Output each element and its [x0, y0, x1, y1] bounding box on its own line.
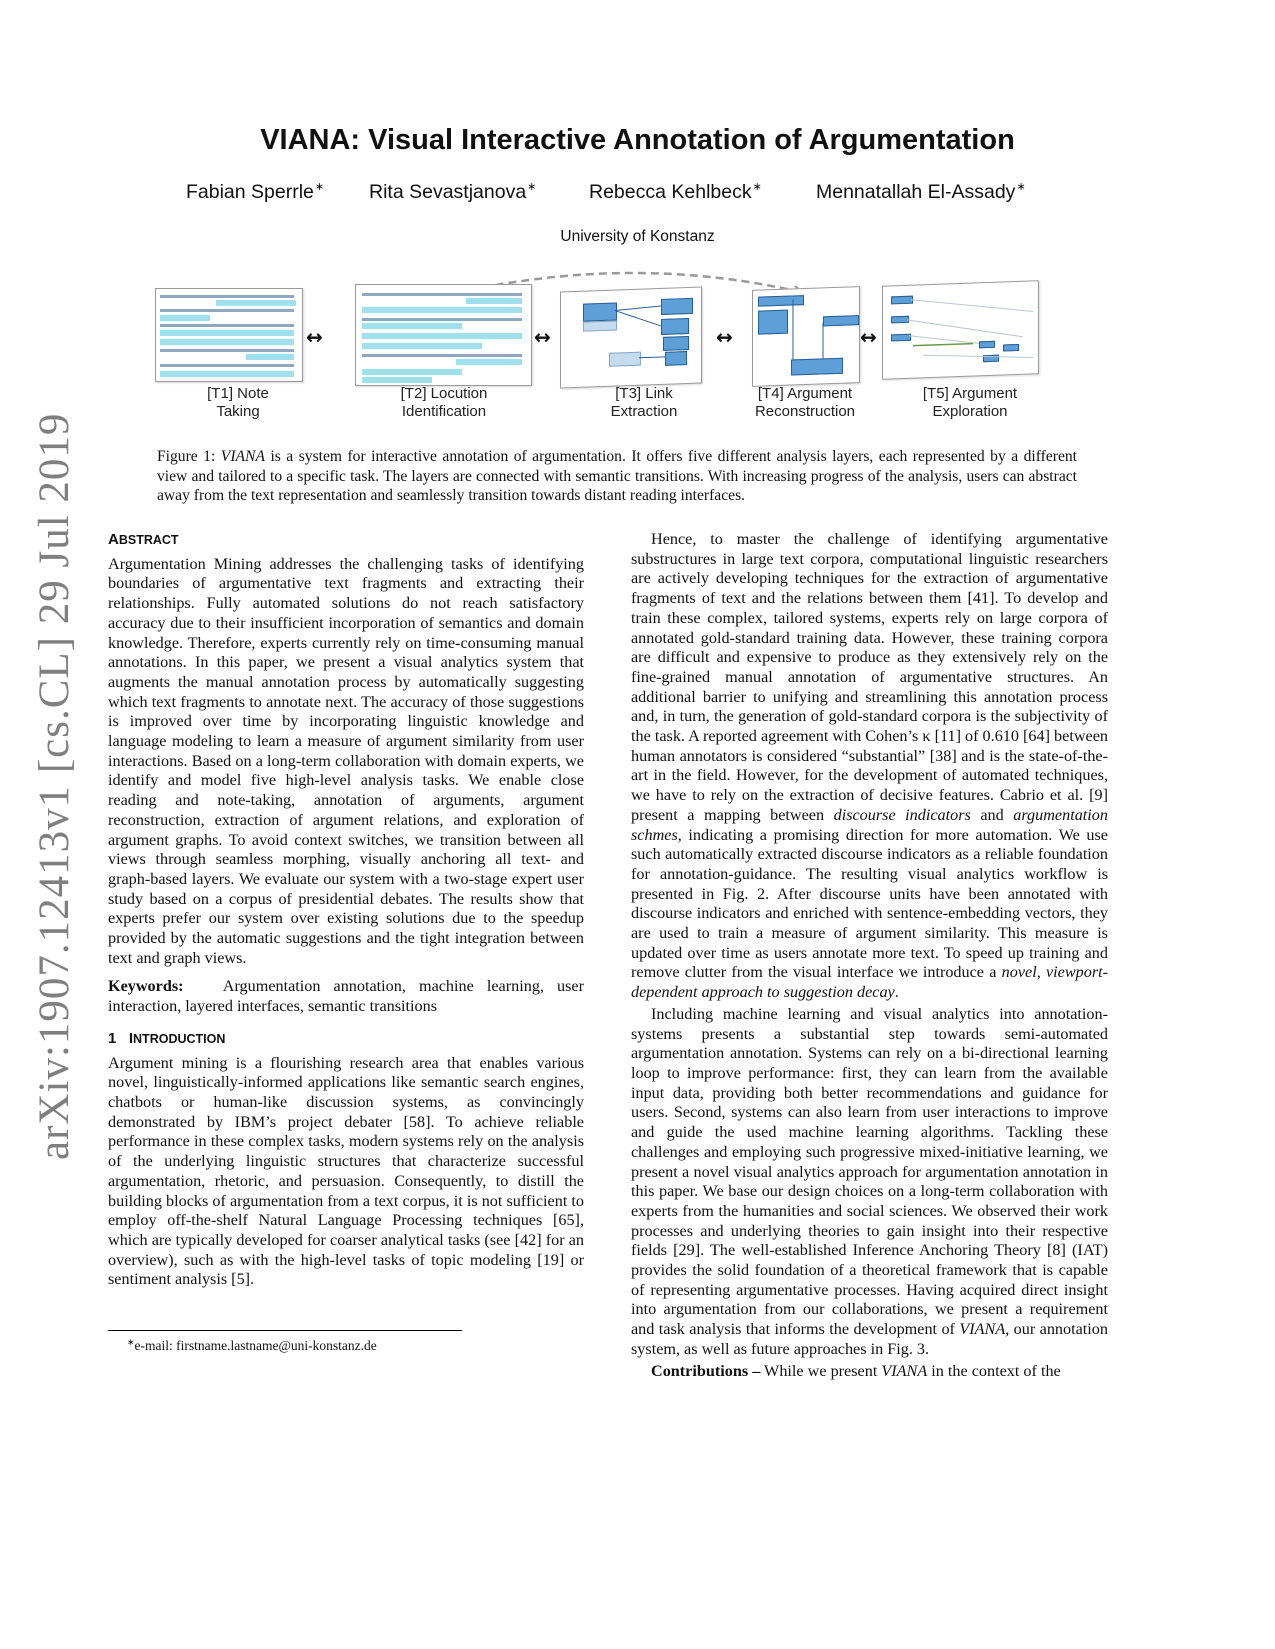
body-paragraph: Hence, to master the challenge of identifying argumentative substructures in large text corpora, computational linguistic researchers are actively developing techniques for the extraction of argumentative fragments of text and the relations between them [41]. To develop and train these complex, tailored systems, experts rely on large corpora of annotated gold-standard training data. However, these training corpora are difficult and expensive to produce as they extensively rely on the fine-grained manual annotation of argumentative structures. An additional barrier to unifying and streamlining this annotation process and, in turn, the generation of gold-standard corpora is the subjectivity of the task. A reported agreement with Cohen’s κ [11] of 0.610 [64] between human annotators is considered “substantial” [38] and is the state-of-the-art in the field. However, for the development of automated techniques, we have to rely on the extraction of decisive features. Cabrio et al. [9] present a mapping between discourse indicators and argumentation schmes, indicating a promising direction for more automation. We use such automatically extracted discourse indicators as a reliable foundation for annotation-guidance. The resulting visual analytics workflow is presented in Fig. 2. After discourse units have been annotated with discourse indicators and enriched with sentence-embedding vectors, they are used to train a measure of argument similarity. This measure is updated over time as users annotate more text. To speed up training and remove clutter from the visual interface we introduce a novel, viewport-dependent approach to suggestion decay.: [631, 530, 1109, 1002]
panel-label: [T2] Locution Identification: [400, 385, 488, 420]
abstract-body: Argumentation Mining addresses the challenging tasks of identifying boundaries of argumentative text fragments and extracting their relationships. Fully automated solutions do not reach satisfactory accuracy due to their insufficient incorporation of semantics and domain knowledge. Therefore, experts currently rely on time-consuming manual annotations. In this paper, we present a visual analytics system that augments the manual annotation process by automatically suggesting which text fragments to annotate next. The accuracy of those suggestions is improved over time by incorporating linguistic knowledge and language modeling to learn a measure of argument similarity from user interactions. Based on a long-term collaboration with domain experts, we identify and model five high-level analysis tasks. We enable close reading and note-taking, annotation of arguments, argument reconstruction, extraction of argument relations, and exploration of argument graphs. To avoid context switches, we transition between all views through seamless morphing, visually anchoring all text- and graph-based layers. We evaluate our system with a two-stage expert user study based on a corpus of presidential debates. The results show that experts prefer our system over existing solutions due to the speedup provided by the automatic suggestions and the tight integration between text and graph views.: [108, 554, 584, 967]
body-paragraph: Including machine learning and visual analytics into annotation-systems presents a substantial step towards semi-automated argumentation annotation. Systems can rely on a bi-directional learning loop to improve performance: first, they can learn from the available input data, providing both better recommendations and guidance for users. Second, systems can also learn from user interactions to improve and guide the used machine learning algorithms. Tackling these challenges and employing such progressive mixed-initiative learning, we present a novel visual analytics approach for argumentation annotation in this paper. We base our design choices on a long-term collaboration with experts from the humanities and social sciences. We observed their work processes and underlying theories to gain insight into their respective fields [29]. The well-established Inference Anchoring Theory [8] (IAT) provides the solid foundation of a theoretical framework that is capable of representing argumentative processes. Having acquired direct insight into argumentation from our collaborations, we present a requirement and task analysis that informs the development of VIANA, our annotation system, as well as future approaches in Fig. 3.: [631, 1004, 1108, 1358]
author-name: Rebecca Kehlbeck∗: [589, 181, 762, 203]
panel-note-taking: [155, 288, 303, 382]
transition-arrow-icon: ↔: [306, 325, 323, 349]
transition-arrow-icon: ↔: [860, 325, 877, 349]
author-name: Rita Sevastjanova∗: [369, 181, 537, 203]
panel-label: [T5] Argument Exploration: [922, 385, 1018, 420]
footnote-rule: [108, 1330, 462, 1331]
keywords: Keywords: Argumentation annotation, machine learning, user interaction, layered interfaces, semantic transitions: [108, 977, 584, 1016]
abstract-heading: ABSTRACT: [108, 531, 179, 548]
panel-locution-identification: [355, 284, 532, 386]
arxiv-side-stamp: arXiv:1907.12413v1 [cs.CL] 29 Jul 2019: [31, 412, 78, 1160]
author-name: Fabian Sperrle∗: [186, 181, 325, 203]
panel-argument-reconstruction: [752, 286, 860, 387]
panel-argument-exploration: [882, 280, 1039, 379]
panel-label: [T3] Link Extraction: [610, 385, 678, 420]
affiliation: University of Konstanz: [560, 228, 715, 245]
introduction-paragraph: Argument mining is a flourishing research area that enables various novel, linguistically-informed applications like semantic search engines, chatbots or human-like discussion systems, as convincingly demonstrated by IBM’s project debater [58]. To achieve reliable performance in these complex tasks, modern systems rely on the analysis of the underlying linguistic structures that characterize successful argumentation, rhetoric, and persuasion. Consequently, to distill the building blocks of argumentation from a text corpus, it is not sufficient to employ off-the-shelf Natural Language Processing techniques [65], which are typically developed for coarser analytical tasks (see [42] for an overview), such as with the high-level tasks of topic modeling [19] or sentiment analysis [5].: [108, 1053, 584, 1289]
panel-label: [T1] Note Taking: [207, 385, 269, 420]
left-column: [108, 530, 584, 1290]
body-paragraph: Contributions – While we present VIANA in the context of the: [651, 1361, 1061, 1380]
transition-arrow-icon: ↔: [716, 325, 733, 349]
transition-arrow-icon: ↔: [534, 325, 551, 349]
paper-title: VIANA: Visual Interactive Annotation of Argumentation: [260, 124, 1015, 156]
right-column: [631, 530, 1108, 1381]
panel-link-extraction: [560, 287, 702, 389]
panel-label: [T4] Argument Reconstruction: [754, 385, 856, 420]
introduction-heading: 1 INTRODUCTION: [108, 1029, 226, 1047]
footnote: ∗e-mail: firstname.lastname@uni-konstanz.de: [127, 1337, 377, 1353]
author-name: Mennatallah El-Assady∗: [816, 181, 1026, 203]
figure-caption: Figure 1: VIANA is a system for interactive annotation of argumentation. It offers five different analysis layers, each represented by a different view and tailored to a specific task. The layers are connected with semantic transitions. With increasing progress of the analysis, users can abstract away from the text representation and seamlessly transition towards distant reading interfaces.: [157, 448, 1078, 504]
